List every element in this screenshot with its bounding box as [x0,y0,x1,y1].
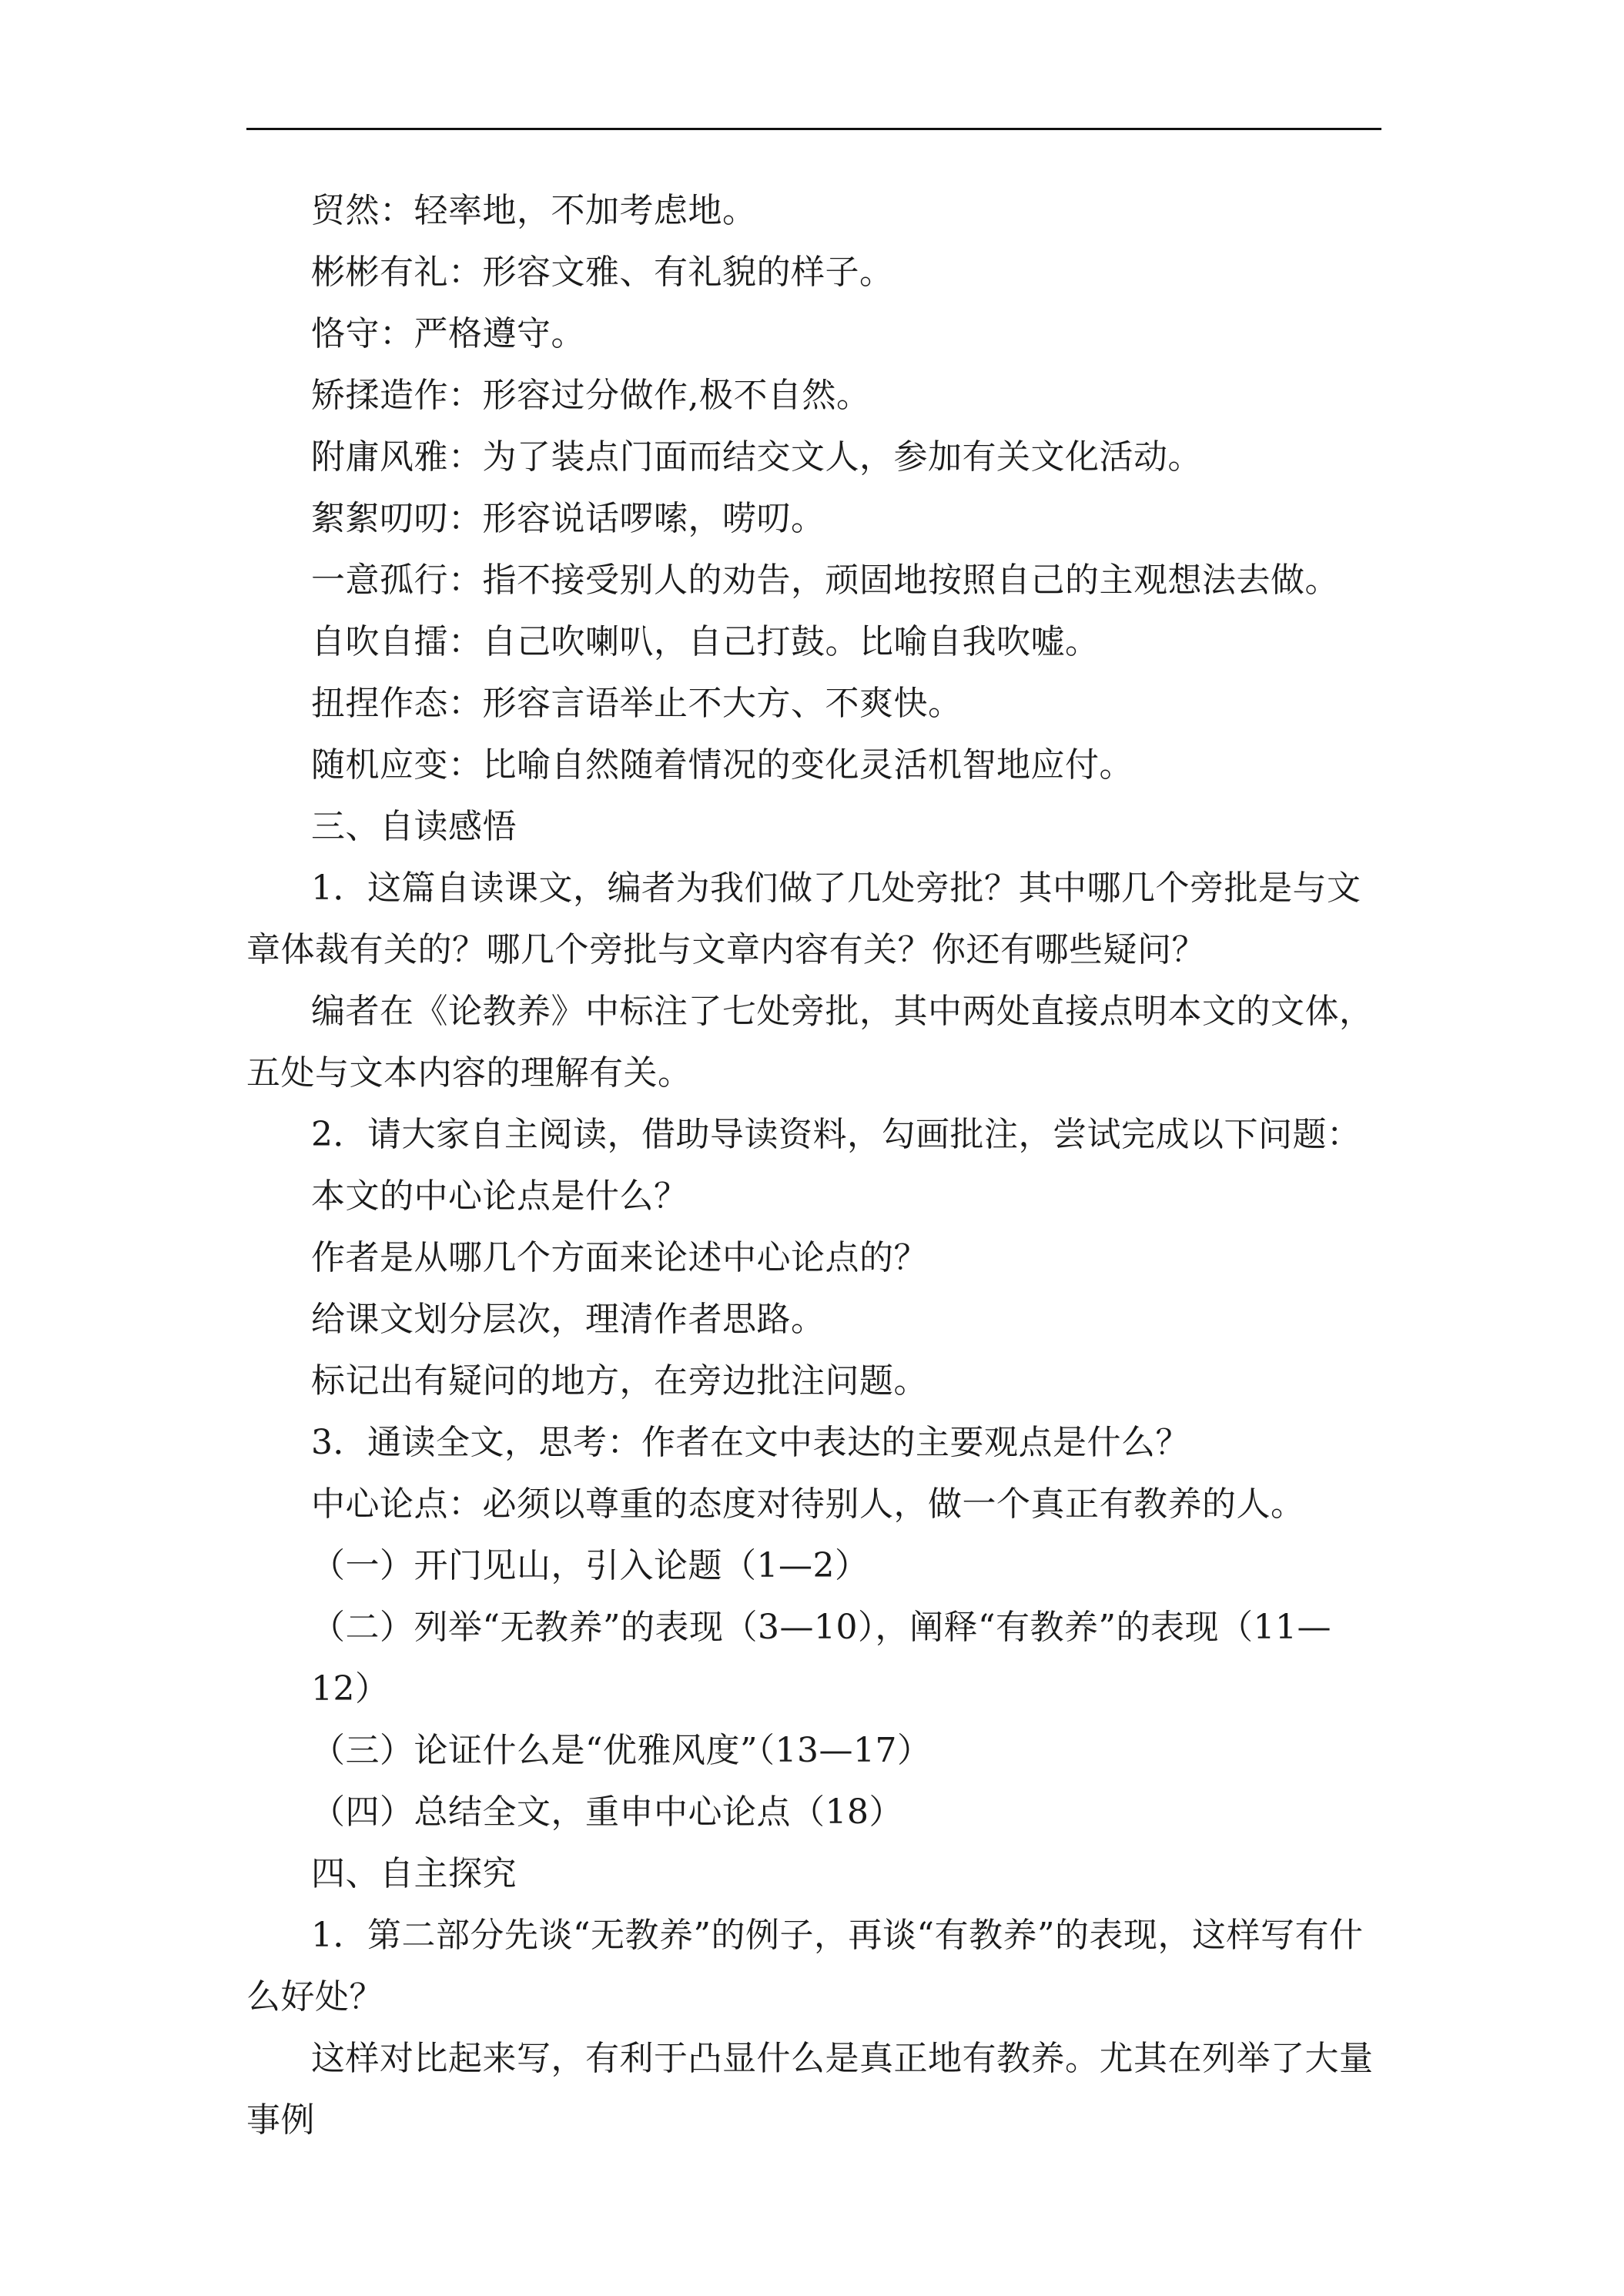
paragraph: 彬彬有礼：形容文雅、有礼貌的样子。 [311,253,894,292]
paragraph: 自吹自擂：自己吹喇叭，自己打鼓。比喻自我吹嘘。 [311,622,1100,661]
paragraph: 四、自主探究 [311,1854,517,1893]
outline-item: （四）总结全文，重申中心论点（18） [311,1792,903,1832]
paragraph: 矫揉造作：形容过分做作,极不自然。 [311,376,871,415]
paragraph: 这样对比起来写，有利于凸显什么是真正地有教养。尤其在列举了大量事例 [246,2039,1374,2140]
paragraph: 标记出有疑问的地方，在旁边批注问题。 [311,1361,928,1401]
outline-item: （二）列举“无教养”的表现（3—10），阐释“有教养”的表现（11—12） [311,1608,1331,1709]
paragraph: 扭捏作态：形容言语举止不大方、不爽快。 [311,684,963,723]
paragraph: 本文的中心论点是什么？ [311,1176,688,1216]
header-rule [246,128,1381,130]
paragraph: 1．这篇自读课文，编者为我们做了几处旁批？其中哪几个旁批是与文章体裁有关的？哪几个旁批与文章内容有关？你还有哪些疑问？ [246,869,1361,969]
paragraph: 随机应变：比喻自然随着情况的变化灵活机智地应付。 [311,745,1133,785]
outline-item: （三）论证什么是“优雅风度”（13—17） [311,1731,932,1770]
paragraph: 絮絮叨叨：形容说话啰嗦，唠叨。 [311,499,825,538]
outline-item: （一）开门见山，引入论题（1—2） [311,1546,869,1585]
paragraph: 2．请大家自主阅读，借助导读资料，勾画批注，尝试完成以下问题： [311,1115,1361,1154]
paragraph: 给课文划分层次，理清作者思路。 [311,1300,825,1339]
paragraph: 中心论点：必须以尊重的态度对待别人，做一个真正有教养的人。 [311,1484,1305,1524]
paragraph: 附庸风雅：为了装点门面而结交文人，参加有关文化活动。 [311,437,1202,477]
paragraph: 恪守：严格遵守。 [311,314,585,353]
paragraph: 3．通读全文，思考：作者在文中表达的主要观点是什么？ [311,1423,1190,1462]
paragraph: 贸然：轻率地，不加考虑地。 [311,191,757,230]
paragraph: 1．第二部分先谈“无教养”的例子，再谈“有教养”的表现，这样写有什么好处？ [246,1916,1364,2017]
paragraph: 作者是从哪几个方面来论述中心论点的？ [311,1238,928,1277]
paragraph: 一意孤行：指不接受别人的劝告，顽固地按照自己的主观想法去做。 [311,561,1339,600]
document-body [246,180,1381,2151]
paragraph: 编者在《论教养》中标注了七处旁批，其中两处直接点明本文的文体，五处与文本内容的理解有关。 [246,992,1374,1093]
paragraph: 三、自读感悟 [311,807,517,846]
